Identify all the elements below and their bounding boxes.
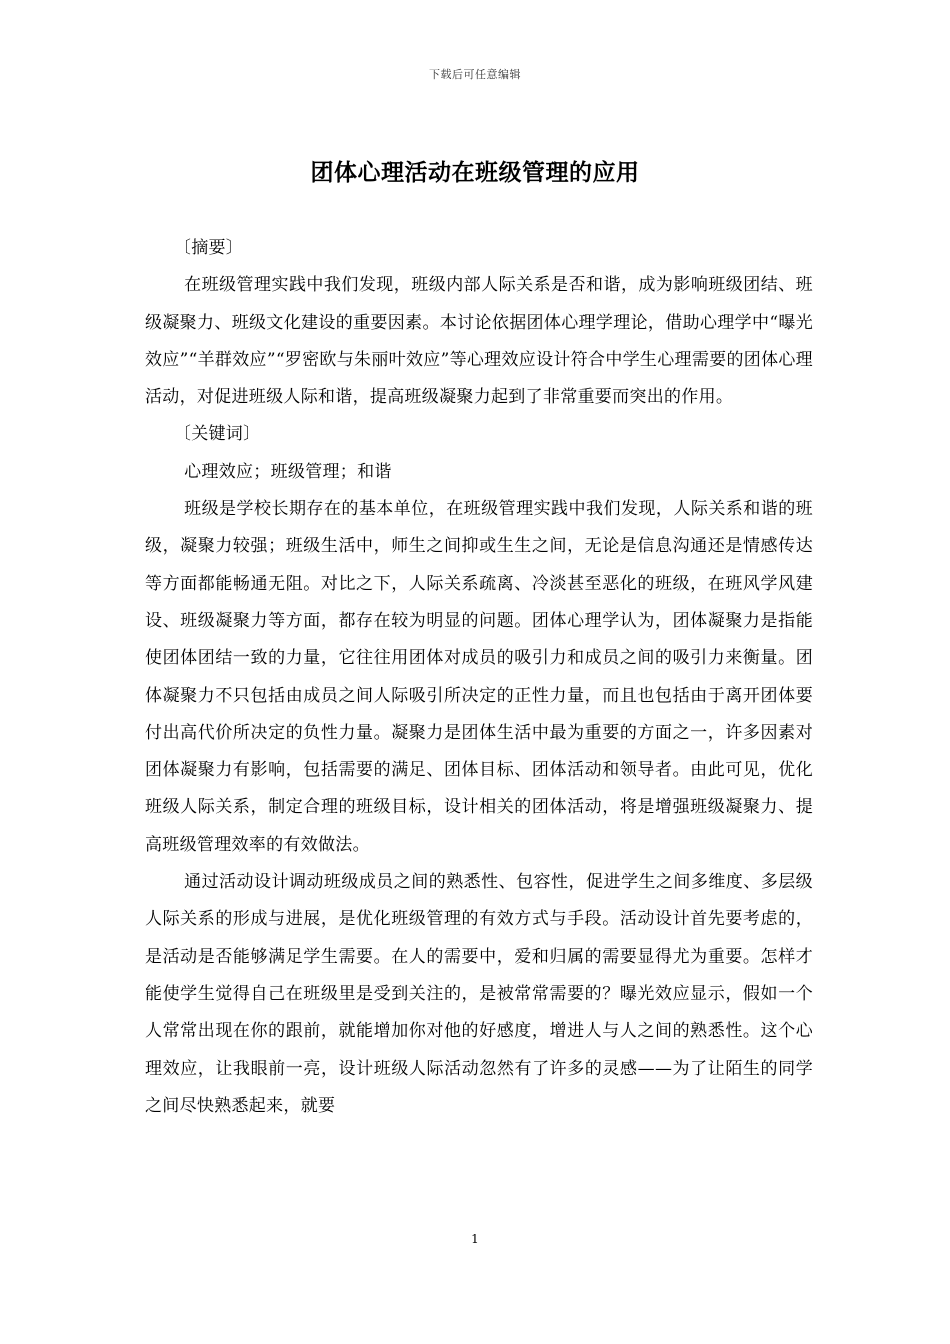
keywords-label: 〔关键词〕 bbox=[173, 424, 261, 445]
page-number: 1 bbox=[471, 1232, 479, 1246]
header-note: 下载后可任意编辑 bbox=[429, 68, 521, 81]
body-paragraph-2: 通过活动设计调动班级成员之间的熟悉性、包容性，促进学生之间多维度、多层级人际关系的形成与进展，是优化班级管理的有效方式与手段。活动设计首先要考虑的，是活动是否能够满足学生需要。在人的需要中，爱和归属的需要显得尤为重要。怎样才能使学生觉得自己在班级里是受到关注的，是被常常需要的？曝光效应显示，假如一个人常常出现在你的跟前，就能增加你对他的好感度，增进人与人之间的熟悉性。这个心理效应，让我眼前一亮，设计班级人际活动忽然有了许多的灵感——为了让陌生的同学之间尽快熟悉起来，就要 bbox=[145, 872, 813, 1116]
keywords-text: 心理效应；班级管理；和谐 bbox=[184, 461, 392, 482]
document-title: 团体心理活动在班级管理的应用 bbox=[310, 160, 640, 186]
document-body bbox=[145, 230, 813, 1125]
abstract-text: 在班级管理实践中我们发现，班级内部人际关系是否和谐，成为影响班级团结、班级凝聚力、班级文化建设的重要因素。本讨论依据团体心理学理论，借助心理学中“曝光效应”“羊群效应”“罗密欧与朱丽叶效应”等心理效应设计符合中学生心理需要的团体心理活动，对促进班级人际和谐，提高班级凝聚力起到了非常重要而突出的作用。 bbox=[145, 275, 813, 408]
abstract-label: 〔摘要〕 bbox=[173, 238, 244, 258]
body-paragraph-1: 班级是学校长期存在的基本单位，在班级管理实践中我们发现，人际关系和谐的班级，凝聚力较强；班级生活中，师生之间抑或生生之间，无论是信息沟通还是情感传达等方面都能畅通无阻。对比之下，人际关系疏离、冷淡甚至恶化的班级，在班风学风建设、班级凝聚力等方面，都存在较为明显的问题。团体心理学认为，团体凝聚力是指能使团体团结一致的力量，它往往用团体对成员的吸引力和成员之间的吸引力来衡量。团体凝聚力不只包括由成员之间人际吸引所决定的正性力量，而且也包括由于离开团体要付出高代价所决定的负性力量。凝聚力是团体生活中最为重要的方面之一，许多因素对团体凝聚力有影响，包括需要的满足、团体目标、团体活动和领导者。由此可见，优化班级人际关系，制定合理的班级目标，设计相关的团体活动，将是增强班级凝聚力、提高班级管理效率的有效做法。 bbox=[145, 499, 813, 855]
